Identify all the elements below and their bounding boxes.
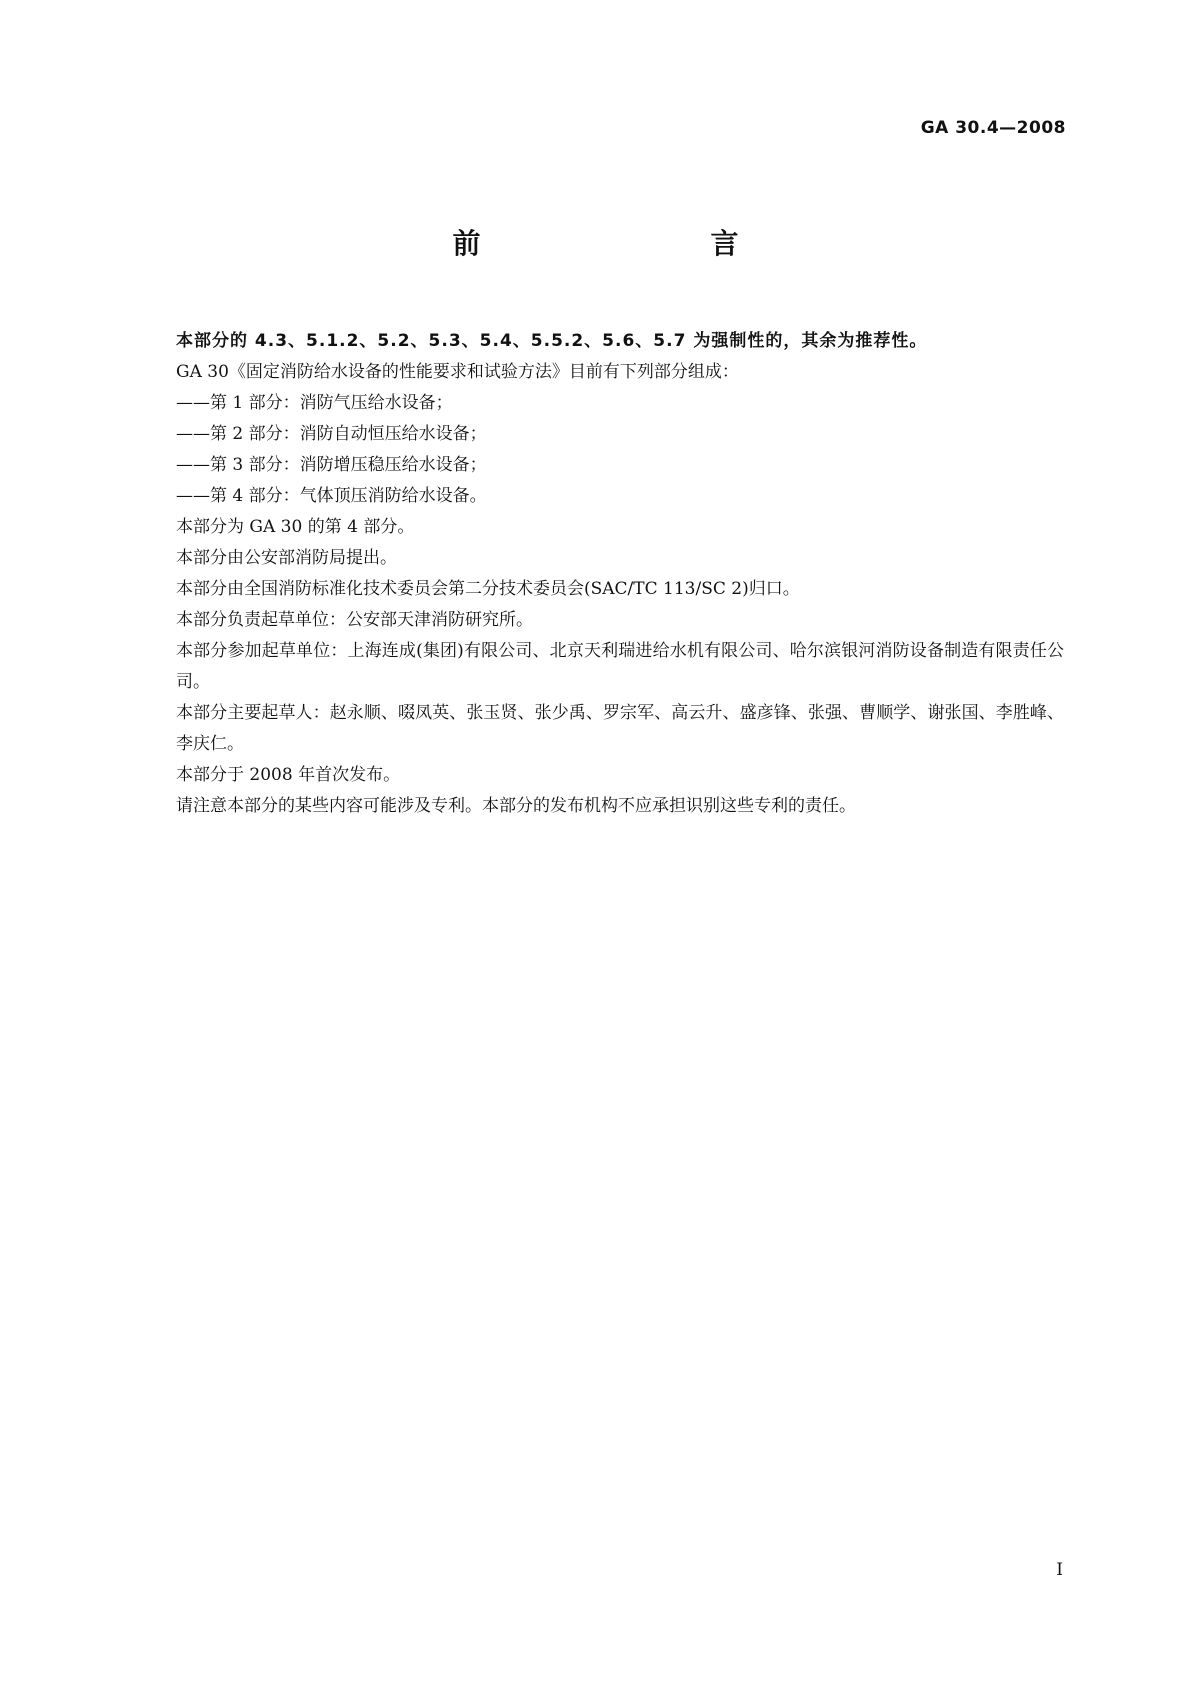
participating-units-statement: 本部分参加起草单位：上海连成(集团)有限公司、北京天利瑞进给水机有限公司、哈尔滨银河消防设备制造有限责任公司。: [176, 641, 1064, 692]
drafters-statement: 本部分主要起草人：赵永顺、啜凤英、张玉贤、张少禹、罗宗军、高云升、盛彦锋、张强、曹顺学、谢张国、李胜峰、李庆仁。: [176, 703, 1064, 754]
list-item: ——第 1 部分：消防气压给水设备；: [176, 393, 453, 413]
list-item: ——第 2 部分：消防自动恒压给水设备；: [176, 424, 487, 444]
series-intro: GA 30《固定消防给水设备的性能要求和试验方法》目前有下列部分组成：: [176, 362, 739, 382]
list-item: ——第 3 部分：消防增压稳压给水设备；: [176, 455, 487, 475]
first-release-statement: 本部分于 2008 年首次发布。: [176, 765, 401, 785]
page-number: I: [1056, 1560, 1063, 1580]
list-item: ——第 4 部分：气体顶压消防给水设备。: [176, 486, 487, 506]
proposer-statement: 本部分由公安部消防局提出。: [176, 548, 397, 568]
patent-notice: 请注意本部分的某些内容可能涉及专利。本部分的发布机构不应承担识别这些专利的责任。: [176, 796, 856, 816]
part-statement: 本部分为 GA 30 的第 4 部分。: [176, 517, 415, 537]
document-code: GA 30.4—2008: [920, 118, 1066, 138]
page-title: 前 言: [452, 227, 797, 260]
mandatory-clause-statement: 本部分的 4.3、5.1.2、5.2、5.3、5.4、5.5.2、5.6、5.7 为强制性的，其余为推荐性。: [176, 331, 928, 351]
drafting-unit-statement: 本部分负责起草单位：公安部天津消防研究所。: [176, 610, 533, 630]
foreword-body: [176, 326, 1064, 822]
committee-statement: 本部分由全国消防标准化技术委员会第二分技术委员会(SAC/TC 113/SC 2)归口。: [176, 579, 800, 599]
